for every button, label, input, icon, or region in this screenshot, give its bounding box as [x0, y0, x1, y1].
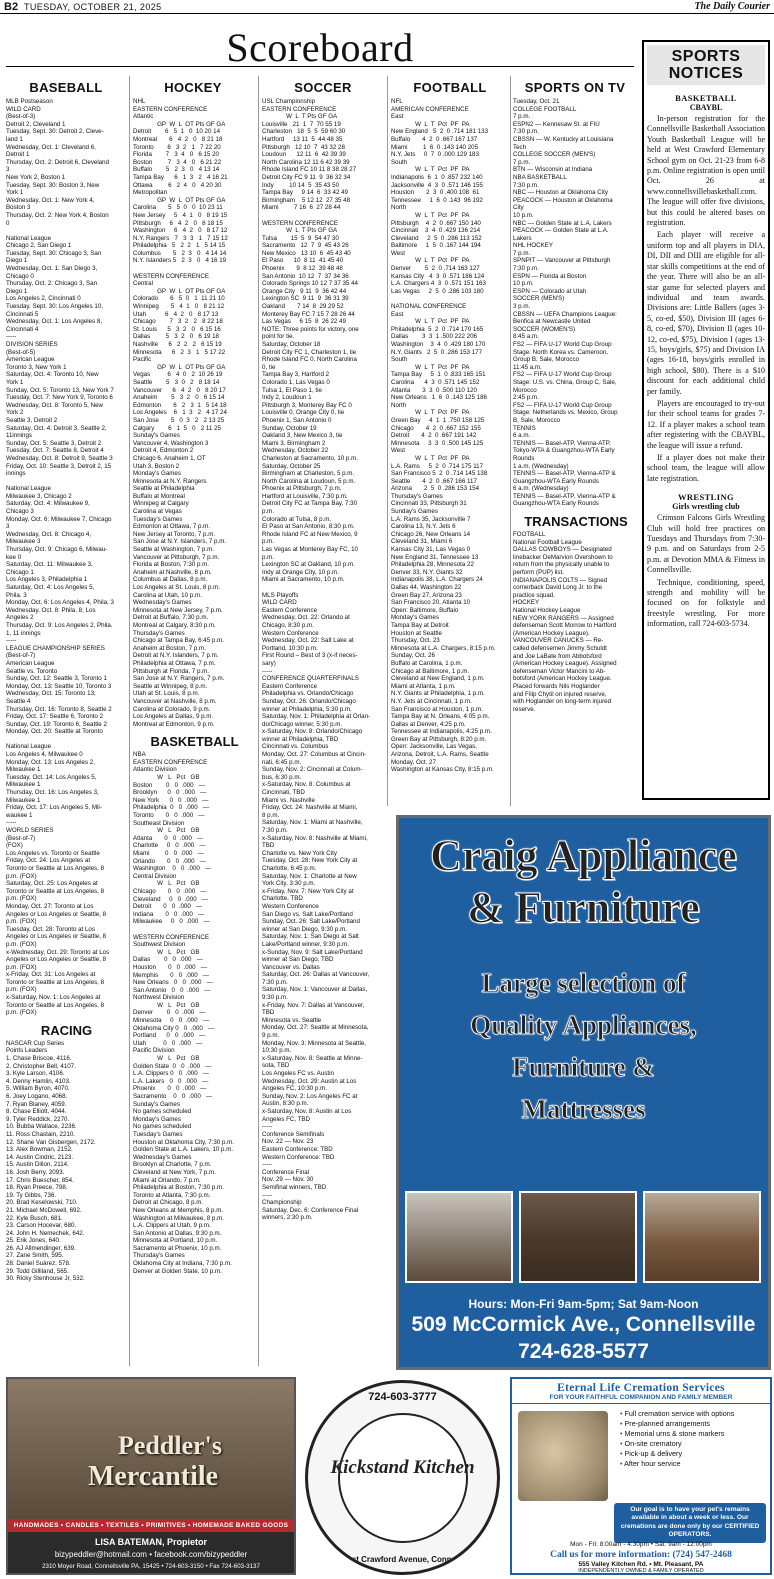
tv-column — [513, 98, 639, 810]
service-item: • After hour service — [620, 1459, 734, 1469]
sports-notices-box — [642, 40, 770, 800]
service-item: • Pick-up & delivery — [620, 1449, 734, 1459]
ad-hours: Hours: Mon-Fri 9am-5pm; Sat 9am-Noon — [468, 1297, 699, 1311]
ad-phone: 724-628-5577 — [518, 1340, 649, 1363]
recliner-photo — [643, 1191, 761, 1283]
service-item: • Full cremation service with options — [620, 1409, 734, 1419]
ad-tagline: Mattresses — [521, 1094, 646, 1124]
column-rule — [129, 76, 130, 1366]
eternal-life-cremation-ad — [510, 1377, 772, 1575]
wrestling-notice-subheading: Girls wrestling club — [672, 502, 740, 512]
ad-tagline: Large selection of — [481, 968, 686, 998]
column-rule — [387, 76, 388, 806]
hockey-heading: HOCKEY — [164, 80, 222, 95]
ad-business-name: Eternal Life Cremation Services — [557, 1382, 725, 1394]
baseball-heading: BASEBALL — [29, 80, 103, 95]
nfl-standings: NFL AMERICAN CONFERENCE East W L T Pct PF PA New England 5 2 0 .714 181 133 Buffalo 4 2 0 .667 167 137 Miami 1 6 0 .143 140 205 N.Y. Jets 0 7 0 .000 129 183 South W L T Pct PF PA Indianapolis 6 1 0 .857 232 140 Jacksonville 4 3 0 .571 146 155 Houston 2 3 0 .400 108 61 Tennessee 1 6 0 .143 96 192 North W L T Pct PF PA Pittsburgh 4 2 0 .667 150 140 Cincinnati 3 4 0 .429 136 214 Cleveland 2 5 0 .286 113 152 Baltimore 1 5 0 .167 144 194 West W L T Pct PF PA Denver 5 2 0 .714 163 127 Kansas City 4 3 0 .571 186 124 L.A. Chargers 4 3 0 .571 151 163 Las Vegas 2 5 0 .286 103 180 NATIONAL CONFERENCE East W L T Pct PF PA Philadelphia 5 2 0 .714 170 165 Dallas 3 3 1 .500 222 206 Washington 3 4 0 .429 180 170 N.Y. Giants 2 5 0 .286 153 177 South W L T Pct PF PA Tampa Bay 5 1 0 .833 165 151 Carolina 4 3 0 .571 145 152 Atlanta 3 3 0 .500 110 120 New Orleans 1 6 0 .143 125 186 North W L T Pct PF PA Green Bay 4 1 1 .750 158 125 Chicago 4 2 0 .667 152 155 Detroit 4 2 0 .667 191 142 Minnesota 3 3 0 .500 145 125 West W L T Pct PF PA L.A. Rams 5 2 0 .714 175 117 San Francisco 5 2 0 .714 145 138 Seattle 4 2 0 .667 166 117 Arizona 2 5 0 .286 153 154 Thursday's Games Cincinnati 33, Pittsburgh 31 Sunday's Games L.A. Rams 35, Jacksonville 7 Carolina 13, N.Y. Jets 6 Chicago 26, New Orleans 14 Cleveland 31, Miami 6 Kansas City 31, Las Vegas 0 New England 31, Tennessee 13 Philadelphia 28, Minnesota 22 Denver 33, N.Y. Giants 32 Indianapolis 38, L.A. Chargers 24 Dallas 44, Washington 22 Green Bay 27, Arizona 23 San Francisco 20, Atlanta 10 Open: Baltimore, Buffalo Monday's Games Tampa Bay at Detroit Houston at Seattle Thursday, Oct. 23 Minnesota at L.A. Chargers, 8:15 p.m. Sunday, Oct. 26 Buffalo at Carolina, 1 p.m. Chicago at Baltimore, 1 p.m. Cleveland at New England, 1 p.m. Miami at Atlanta, 1 p.m. N.Y. Giants at Philadelphia, 1 p.m. N.Y. Jets at Cincinnati, 1 p.m. San Francisco at Houston, 1 p.m. Tampa Bay at N. Orleans, 4:05 p.m. Dallas at Denver, 4:25 p.m. Tennessee at Indianapolis, 4:25 p.m. Green Bay at Pittsburgh, 8:20 p.m. Open: Jacksonville, Las Vegas, Arizona, Detroit, L.A. Rams, Seattle Monday, Oct. 27 Washington at Kansas City, 8:15 p.m. — [391, 98, 496, 774]
ad-address: 2310 Moyer Road, Connellsville PA, 15425 • 724-603-3150 • Fax 724-603-3137 — [42, 1563, 260, 1570]
football-column — [391, 98, 509, 810]
notice-paragraph: Players are encouraged to try-out for their school teams for grades 7-12. If a player makes a school team after registering with the CBAYBL, the league will issue a refund. — [647, 398, 765, 450]
ad-product-strip: HANDMADES • CANDLES • TEXTILES • PRIMITIVES • HOMEMADE BAKED GOODS — [8, 1519, 294, 1532]
ad-business-name: Peddler's — [118, 1431, 222, 1460]
service-item: • Pre-planned arrangements — [620, 1419, 734, 1429]
notices-header — [647, 45, 765, 85]
soccer-heading: SOCCER — [294, 80, 352, 95]
notice-paragraph: Each player will receive a uniform top and all players in DIA, DI, DII and DIII are eligible for all-star skills competitions at the end of the year. There will also be an all-star game for selected players and individual and team awards. Divisions are: Little Ballers (ages 3-5, co-ed, $50), Division III (ages 6-8, co-ed, $70), Division II (ages 10-12, co-ed, $75), Division I (ages 13-15, boys/girls, $75) and Division IA (ages 16-18, boys/girls enrolled in high school, $80). There is a $10 discount for each additional child per family. — [647, 230, 765, 396]
basketball-heading: BASKETBALL — [150, 734, 239, 750]
ad-owner: LISA BATEMAN, Propietor — [95, 1537, 207, 1547]
column-rule — [258, 76, 259, 1366]
peddlers-mercantile-ad — [6, 1377, 296, 1575]
soccer-column — [262, 98, 386, 1370]
paper-name: The Daily Courier — [694, 1, 770, 12]
edition-date: TUESDAY, OCTOBER 21, 2025 — [24, 2, 162, 12]
ad-phone: 724-603-3777 — [368, 1391, 437, 1403]
furniture-photo — [519, 1191, 637, 1283]
ad-address: 509 McCormick Ave., Connellsville — [411, 1313, 756, 1336]
notice-paragraph: Crimson Falcons Girls Wrestling Club will hold free practices on Tuesdays and Thursdays from 7:30-9 p.m. and on Saturdays from 2-5 p.m. at Devotion MMA & Fitness in Connellsville. — [647, 513, 765, 575]
tv-heading: SPORTS ON TV — [524, 80, 626, 95]
page-title: Scoreboard — [226, 25, 414, 70]
ad-contact: bizypeddler@hotmail.com • facebook.com/bizypeddler — [54, 1550, 248, 1559]
ad-phone: Call us for more information: (724) 547-2468 — [550, 1550, 732, 1560]
notices-title-line2: NOTICES — [668, 65, 744, 82]
ad-business-name: Kickstand Kitchen — [330, 1457, 475, 1478]
pets-photo — [518, 1411, 608, 1501]
baseball-column — [6, 98, 127, 1370]
football-heading: FOOTBALL — [413, 80, 487, 95]
ad-business-name: & Furniture — [467, 883, 700, 932]
notices-title-line1: SPORTS — [671, 48, 741, 65]
craig-appliance-ad — [396, 815, 771, 1370]
soccer-results: USL Championship EASTERN CONFERENCE W L T Pts GF GA Louisville 21 1 7 70 55 19 Charleston 18 5 5 59 60 30 Hartford 13 11 5 44 48 35 Pittsburgh 12 10 7 43 32 28 Loudoun 12 11 6 42 39 39 North Carolina 12 11 6 42 39 39 Rhode Island FC 10 11 8 38 28 27 Detroit City FC 9 11 9 36 32 34 Indy 10 14 5 35 43 50 Tampa Bay 9 14 6 33 42 49 Birmingham 5 12 12 27 35 48 Miami 7 16 6 27 28 44 WESTERN CONFERENCE W L T Pts GF GA Tulsa 15 5 9 54 47 30 Sacramento 12 7 9 45 43 26 New Mexico 13 10 6 45 43 40 El Paso 10 8 11 41 45 40 Phoenix 9 8 12 39 48 48 San Antonio 10 12 7 37 34 36 Colorado Springs 10 12 7 37 35 44 Orange City 9 11 9 36 42 44 Lexington SC 9 11 9 36 31 39 Oakland 7 14 8 29 29 52 Monterey Bay FC 7 15 7 28 26 44 Las Vegas 6 15 8 26 22 49 NOTE: Three points for victory, one point for tie. Saturday, October 18 Detroit City FC 1, Charleston 1, tie Rhode Island FC 0, North Carolina 0, tie Tampa Bay 3, Hartford 2 Colorado 1, Las Vegas 0 Tulsa 1, El Paso 1, tie Indy 2, Loudoun 1 Pittsburgh 3, Monterey Bay FC 0 Louisville 0, Orange City 0, tie Phoenix 1, San Antonio 0 Sunday, October 19 Oakland 3, New Mexico 3, tie Miami 3, Birmingham 2 Wednesday, October 22 Charleston at Sacramento, 10 p.m. Saturday, October 25 Birmingham at Charleston, 5 p.m. North Carolina at Loudoun, 5 p.m. Phoenix at Pittsburgh, 7 p.m. Hartford at Louisville, 7:30 p.m. Detroit City FC at Tampa Bay, 7:30 p.m. Colorado at Tulsa, 8 p.m. El Paso at San Antonio, 8:30 p.m. Rhode Island FC at New Mexico, 9 p.m. Las Vegas at Monterey Bay FC, 10 p.m. Lexington SC at Oakland, 10 p.m. Indy at Orange City, 10 p.m. Miami at Sacramento, 10 p.m. MLS Playoffs WILD CARD Eastern Conference Wednesday, Oct. 22: Orlando at Chicago, 8:30 p.m. Western Conference Wednesday, Oct. 22: Salt Lake at Portland, 10:30 p.m. First Round – Best of 3 (x-if neces- sary) ----- CONFERENCE QUARTERFINALS Eastern Conference Philadelphia vs. Orlando/Chicago Sunday, Oct. 26: Orlando/Chicago winner at Philadelphia, 5:30 p.m. Saturday, Nov. 1: Philadelphia at Orlan- do/Chicago winner, 5:30 p.m. x-Saturday, Nov. 8: Orlando/Chicago winner at Philadelphia, TBD Cincinnati vs. Columbus Monday, Oct. 27: Columbus at Cincin- nati, 6:45 p.m. Sunday, Nov. 2: Cincinnati at Colum- bus, 6:30 p.m. x-Saturday, Nov. 8: Columbus at Cincinnati, TBD Miami vs. Nashville Friday, Oct. 24: Nashville at Miami, 8 p.m. Saturday, Nov. 1: Miami at Nashville, 7:30 p.m. x-Saturday, Nov. 8: Nashville at Miami, TBD Charlotte vs. New York City Tuesday, Oct. 28: New York City at Charlotte, 6:45 p.m. Saturday, Nov. 1: Charlotte at New York City, 3:30 p.m. x-Friday, Nov. 7: New York City at Charlotte, TBD Western Conference San Diego vs. Salt Lake/Portland Sunday, Oct. 26: Salt Lake/Portland winner at San Diego, 9:30 p.m. Saturday, Nov. 1: San Diego at Salt Lake/Portland winner, 9:30 p.m. x-Sunday, Nov. 9: Salt Lake/Portland winner at San Diego, TBD Vancouver vs. Dallas Saturday, Oct. 26: Dallas at Vancouver, 7:30 p.m. Saturday, Nov. 1: Vancouver at Dallas, 9:30 p.m. x-Friday, Nov. 7: Dallas at Vancouver, TBD Minnesota vs. Seattle Monday, Oct. 27: Seattle at Minnesota, 9 p.m. Monday, Nov. 3: Minnesota at Seattle, 10:30 p.m. x-Saturday, Nov. 8: Seattle at Minne- sota, TBD Los Angeles FC vs. Austin Wednesday, Oct. 29: Austin at Los Angeles FC, 10:30 p.m. Sunday, Nov. 2: Los Angeles FC at Austin, 8:30 p.m. x-Saturday, Nov. 8: Austin at Los Angeles FC, TBD ----- Conference Semifinals Nov. 22 — Nov. 23 Eastern Conference: TBD Western Conference: TBD ----- Conference Final Nov. 29 — Nov. 30 Semifinal winners, TBD ----- Championship Saturday, Dec. 6: Conference Final winners, 2:30 p.m. — [262, 98, 371, 1222]
service-item: • On-site crematory — [620, 1439, 734, 1449]
nhl-schedule: Sunday's Games Vancouver 4, Washington 3 Detroit 4, Edmonton 2 Chicago 6, Anaheim 1, OT Utah 3, Boston 2 Monday's Games Minnesota at N.Y. Rangers Seattle at Philadelphia Buffalo at Montreal Winnipeg at Calgary Carolina at Vegas Tuesday's Games Edmonton at Ottawa, 7 p.m. New Jersey at Toronto, 7 p.m. San Jose at N.Y. Islanders, 7 p.m. Seattle at Washington, 7 p.m. Vancouver at Pittsburgh, 7 p.m. Florida at Boston, 7:30 p.m. Anaheim at Nashville, 8 p.m. Columbus at Dallas, 8 p.m. Los Angeles at St. Louis, 8 p.m. Carolina at Utah, 10 p.m. Wednesday's Games Minnesota at New Jersey, 7 p.m. Detroit at Buffalo, 7:30 p.m. Montreal at Calgary, 8:30 p.m. Thursday's Games Chicago at Tampa Bay, 6:45 p.m. Anaheim at Boston, 7 p.m. Detroit at N.Y. Islanders, 7 p.m. Philadelphia at Ottawa, 7 p.m. Pittsburgh at Florida, 7 p.m. San Jose at N.Y. Rangers, 7 p.m. Seattle at Winnipeg, 8 p.m. Utah at St. Louis, 8 p.m. Vancouver at Nashville, 8 p.m. Carolina at Colorado, 9 p.m. Los Angeles at Dallas, 9 p.m. Montreal at Edmonton, 9 p.m. — [133, 432, 227, 728]
page-masthead — [0, 0, 774, 14]
nhl-standings: NHL EASTERN CONFERENCE Atlantic GP W L OT Pts GF GA Detroit 6 5 1 0 10 20 14 Montreal 6 4 2 0 8 21 18 Toronto 6 3 2 1 7 22 20 Florida 7 3 4 0 6 15 20 Boston 7 3 4 0 6 21 22 Buffalo 5 2 3 0 4 13 14 Tampa Bay 6 1 3 2 4 16 21 Ottawa 6 2 4 0 4 20 30 Metropolitan GP W L OT Pts GF GA Carolina 5 5 0 0 10 23 11 New Jersey 5 4 1 0 8 19 15 Pittsburgh 6 4 2 0 8 18 15 Washington 6 4 2 0 8 17 12 N.Y. Rangers 7 3 3 1 7 15 12 Philadelphia 5 2 2 1 5 14 15 Columbus 5 2 3 0 4 14 14 N.Y. Islanders 5 2 3 0 4 16 19 WESTERN CONFERENCE Central GP W L OT Pts GF GA Colorado 6 5 0 1 11 21 10 Winnipeg 5 4 1 0 8 21 12 Utah 6 4 2 0 8 17 13 Chicago 7 3 2 2 8 22 18 St. Louis 5 3 2 0 6 15 16 Dallas 5 3 2 0 6 19 18 Nashville 6 2 2 2 6 15 19 Minnesota 6 2 3 1 5 17 22 Pacific GP W L OT Pts GF GA Vegas 6 4 0 2 10 26 19 Seattle 5 3 0 2 8 18 14 Vancouver 6 4 2 0 8 20 17 Anaheim 5 3 2 0 6 15 14 Edmonton 6 2 3 1 5 14 18 Los Angeles 6 1 3 2 4 17 24 San Jose 5 0 3 2 2 13 25 Calgary 6 1 5 0 2 11 25 — [133, 98, 228, 432]
ad-footer: INDEPENDENTLY OWNED & FAMILY OPERATED — [578, 1568, 704, 1574]
basketball-notice-heading: BASKETBALL — [675, 93, 737, 103]
ad-address: 507 West Crawford Avenue, Connellsville — [324, 1555, 481, 1564]
transactions-heading: TRANSACTIONS — [524, 514, 628, 530]
ad-goal-box: Our goal is to have your pet's remains available in about a week or less. Our cremations are done only by our CERTIFIED OPERATORS. — [614, 1503, 766, 1543]
wrestling-notice-heading: WRESTLING — [677, 492, 735, 503]
kickstand-kitchen-ad — [305, 1380, 500, 1575]
hockey-column — [133, 98, 256, 1370]
ad-tagline: Quality Appliances, — [470, 1010, 697, 1040]
notice-paragraph: Technique, conditioning, speed, strength and mobility will be focused on for folkstyle and freestyle wrestling. For more information, call 724-603-5734. — [647, 577, 765, 629]
baseball-results: MLB Postseason WILD CARD (Best-of-3) Detroit 2, Cleveland 1 Tuesday, Sept. 30: Detroit 2, Cleve- land 1 Wednesday, Oct. 1: Cleveland 6, Detroit 1 Thursday, Oct. 2: Detroit 6, Cleveland 3 New York 2, Boston 1 Tuesday, Sept. 30: Boston 3, New York 1 Wednesday, Oct. 1: New York 4, Boston 3 Thursday, Oct. 2: New York 4, Boston 0 National League Chicago 2, San Diego 1 Tuesday, Sept. 30: Chicago 3, San Diego 1 Wednesday, Oct. 1: San Diego 3, Chicago 0 Thursday, Oct. 2: Chicago 3, San Diego 1 Los Angeles 2, Cincinnati 0 Tuesday, Sept. 30: Los Angeles 10, Cincinnati 5 Wednesday, Oct. 1: Los Angeles 8, Cincinnati 4 ----- DIVISION SERIES (Best-of-5) American League Toronto 3, New York 1 Saturday, Oct. 4: Toronto 10, New York 1 Sunday, Oct. 5: Toronto 13, New York 7 Tuesday, Oct. 7: New York 9, Toronto 6 Wednesday, Oct. 8: Toronto 5, New York 2 Seattle 3, Detroit 2 Saturday, Oct. 4: Detroit 3, Seattle 2, 11innings Sunday, Oct. 5: Seattle 3, Detroit 2 Tuesday, Oct. 7: Seattle 8, Detroit 4 Wednesday, Oct. 8: Detroit 9, Seattle 3 Friday, Oct. 10: Seattle 3, Detroit 2, 15 innings National League Milwaukee 3, Chicago 2 Saturday, Oct. 4: Milwaukee 9, Chicago 3 Monday, Oct. 6: Milwaukee 7, Chicago 3 Wednesday, Oct. 8: Chicago 4, Milwaukee 3 Thursday, Oct. 9: Chicago 6, Milwau- kee 0 Saturday, Oct. 11: Milwaukee 3, Chicago 1 Los Angeles 3, Philadelphia 1 Saturday, Oct. 4: Los Angeles 5, Phila. 3 Monday, Oct. 6: Los Angeles 4, Phila. 3 Wednesday, Oct. 8: Phila. 8, Los Angeles 2 Thursday, Oct. 9: Los Angeles 2, Phila. 1, 11 innings ----- LEAGUE CHAMPIONSHIP SERIES (Best-of-7) American League Seattle vs. Toronto Sunday, Oct. 12: Seattle 3, Toronto 1 Monday, Oct. 13: Seattle 10, Toronto 3 Wednesday, Oct. 15: Toronto 13, Seattle 4 Thursday, Oct. 16: Toronto 8, Seattle 2 Friday, Oct. 17: Seattle 6, Toronto 2 Sunday, Oct. 19: Toronto 6, Seattle 2 Monday, Oct. 20: Seattle at Toronto National League Los Angeles 4, Milwaukee 0 Monday, Oct. 13: Los Angeles 2, Milwaukee 1 Tuesday, Oct. 14: Los Angeles 5, Milwaukee 1 Thursday, Oct. 16: Los Angeles 3, Milwaukee 1 Friday, Oct. 17: Los Angeles 5, Mil- waukee 1 ----- WORLD SERIES (Best-of-7) (FOX) Los Angeles vs. Toronto or Seattle Friday, Oct. 24: Los Angeles at Toronto or Seattle at Los Angeles, 8 p.m. (FOX) Saturday, Oct. 25: Los Angeles at Toronto or Seattle at Los Angeles, 8 p.m. (FOX) Monday, Oct. 27: Toronto at Los Angeles or Los Angeles or Seattle, 8 p.m. (FOX) Tuesday, Oct. 28: Toronto at Los Angeles or Los Angeles or Seattle, 8 p.m. (FOX) x-Wednesday, Oct. 29: Toronto at Los Angeles or Los Angeles or Seattle, 8 p.m. (FOX) x-Friday, Oct. 31: Los Angeles at Toronto or Seattle at Los Angeles, 8 p.m. (FOX) x-Saturday, Nov. 1: Los Angeles at Toronto or Seattle at Los Angeles, 8 p.m. (FOX) — [6, 98, 114, 1017]
ad-address: 555 Valley Kitchen Rd. • Mt. Pleasant, PA — [578, 1561, 704, 1568]
ad-hours: Mon - Fri: 8:00am - 4:30pm • Sat: 9am - 12:00pm — [570, 1541, 712, 1548]
ad-business-name: Mercantile — [88, 1461, 219, 1492]
nba-standings: NBA EASTERN CONFERENCE Atlantic Division W L Pct GB Boston 0 0 .000 — Brooklyn 0 0 .000 — New York 0 0 .000 — Philadelphia 0 0 .000 — Toronto 0 0 .000 — Southeast Division W L Pct GB Atlanta 0 0 .000 — Charlotte 0 0 .000 — Miami 0 0 .000 — Orlando 0 0 .000 — Washington 0 0 .000 — Central Division W L Pct GB Chicago 0 0 .000 — Cleveland 0 0 .000 — Detroit 0 0 .000 — Indiana 0 0 .000 — Milwaukee 0 0 .000 — WESTERN CONFERENCE Southwest Division W L Pct GB Dallas 0 0 .000 — Houston 0 0 .000 — Memphis 0 0 .000 — New Orleans 0 0 .000 — San Antonio 0 0 .000 — Northwest Division W L Pct GB Denver 0 0 .000 — Minnesota 0 0 .000 — Oklahoma City 0 0 .000 — Portland 0 0 .000 — Utah 0 0 .000 — Pacific Division W L Pct GB Golden State 0 0 .000 — L.A. Clippers 0 0 .000 — L.A. Lakers 0 0 .000 — Phoenix 0 0 .000 — Sacramento 0 0 .000 — Sunday's Games No games scheduled Monday's Games No games scheduled Tuesday's Games Houston at Oklahoma City, 7:30 p.m. Golden State at L.A. Lakers, 10 p.m. Wednesday's Games Brooklyn at Charlotte, 7 p.m. Cleveland at New York, 7 p.m. Miami at Orlando, 7 p.m. Philadelphia at Boston, 7:30 p.m. Toronto at Atlanta, 7:30 p.m. Detroit at Chicago, 8 p.m. New Orleans at Memphis, 8 p.m. Washington at Milwaukee, 8 p.m. L.A. Clippers at Utah, 9 p.m. San Antonio at Dallas, 9:30 p.m. Minnesota at Portland, 10 p.m. Sacramento at Phoenix, 10 p.m. Thursday's Games Oklahoma City at Indiana, 7:30 p.m. Denver at Golden State, 10 p.m. — [133, 751, 234, 1275]
transactions-list: FOOTBALL National Football League DALLAS COWBOYS — Designated linebacker DeMarvion Overshown to return from the physically unable to perform (PUP) list. INDIANAPOLIS COLTS — Signed cornerback David Long Jr. to the practice squad. HOCKEY National Hockey League NEW YORK RANGERS — Assigned defenseman Scott Morrow to Hartford (American Hockey League). VANCOUVER CANUCKS — Re- called defensemen Jimmy Schuldt and Joe LaBate from Abbotsford (American Hockey League). Assigned defenseman Victor Mancini to Ab- botsford (American Hockey League. Placed forwards Nils Hoglander and Filip Chytil on injured reserve, with Hoglander on long-term injured reserve. — [513, 531, 617, 713]
title-rule — [6, 66, 634, 67]
racing-standings: NASCAR Cup Series Points Leaders 1. Chase Briscoe, 4116. 2. Christopher Bell, 4107. 3. Kyle Larson, 4106. 4. Denny Hamlin, 4103. 5. William Byron, 4070. 6. Joey Logano, 4068. 7. Ryan Blaney, 4059. 8. Chase Elliott, 4044. 9. Tyler Reddick, 2270. 10. Bubba Wallace, 2236. 11. Ross Chastain, 2210. 12. Shane Van Gisbergen, 2172. 13. Alex Bowman, 2152. 14. Austin Cindric, 2123. 15. Austin Dillon, 2114. 16. Josh Berry, 2093. 17. Chris Buescher, 854. 18. Ryan Preece, 798. 19. Ty Gibbs, 736. 20. Brad Keselowski, 710. 21. Michael McDowell, 692. 22. Kyle Busch, 681. 23. Carson Hocevar, 680. 24. John H. Nemechek, 642. 25. Erik Jones, 640. 26. AJ Allmendinger, 639. 27. Zane Smith, 595. 28. Daniel Suárez, 578. 29. Todd Gilliland, 565. 30. Ricky Stenhouse Jr, 532. — [6, 1039, 96, 1283]
services-list — [620, 1409, 734, 1469]
page-number: B2 — [4, 1, 19, 13]
ad-subtitle: FOR YOUR FAITHFUL COMPANION AND FAMILY MEMBER — [512, 1394, 770, 1404]
basketball-notice-subheading: CBAYBL — [689, 103, 723, 112]
appliance-photo — [405, 1191, 513, 1283]
ad-tagline: Furniture & — [512, 1052, 655, 1082]
ad-business-name: Craig Appliance — [430, 831, 737, 880]
notice-paragraph: In-person registration for the Connellsville Basketball Association Youth Basketball League will be held at West Crawford Elementary School gym on Oct. 21-23 from 6-8 p.m. Online registration is open until Oct. 26 at www.connellsvillebasketball.com. The league will offer five divisions, but this could be altered bases on registration. — [647, 114, 765, 228]
racing-heading: RACING — [40, 1022, 93, 1038]
column-rule — [510, 76, 511, 806]
service-item: • Memorial urns & stone markers — [620, 1429, 734, 1439]
tv-listings: Tuesday, Oct. 21 COLLEGE FOOTBALL 7 p.m. ESPN2 — Kennesaw St. at FIU 7:30 p.m. CBSSN — W. Kentucky at Louisiana Tech COLLEGE SOCCER (MEN'S) 7 p.m. BTN — Wisconsin at Indiana NBA BASKETBALL 7:30 p.m. NBC — Houston at Oklahoma City PEACOCK — Houston at Oklahoma City 10 p.m. NBC — Golden State at L.A. Lakers PEACOCK — Golden State at L.A. Lakers NHL HOCKEY 7 p.m. SPNPIT — Vancouver at Pittsburgh 7:30 p.m. ESPN — Florida at Boston 10 p.m. ESPN — Colorado at Utah SOCCER (MEN'S) 3 p.m. CBSSN — UEFA Champions League: Benfica at Newcastle United SOCCER (WOMEN'S) 8:45 a.m. FS2 — FIFA U-17 World Cup Group Stage: North Korea vs. Cameroon, Group B, Sale, Morocco 11:45 a.m. FS2 — FIFA U-17 World Cup Group Stage: U.S. vs. China, Group C, Sale, Morocco 2:45 p.m. FS2 — FIFA U-17 World Cup Group Stage: Netherlands vs. Mexico, Group B, Sale, Morocco TENNIS 6 a.m. TENNIS — Basel-ATP, Vienna-ATP, Tokyo-WTA & Guangzhou-WTA Early Rounds 1 a.m. (Wednesday) TENNIS — Basel-ATP, Vienna-ATP & Guangzhou-WTA Early Rounds 6 a.m. (Wednesday) TENNIS — Basel-ATP, Vienna-ATP & Guangzhou-WTA Early Rounds — [513, 98, 618, 508]
notice-paragraph: If a player does not make their school team, the league will allow late registration. — [647, 453, 765, 483]
